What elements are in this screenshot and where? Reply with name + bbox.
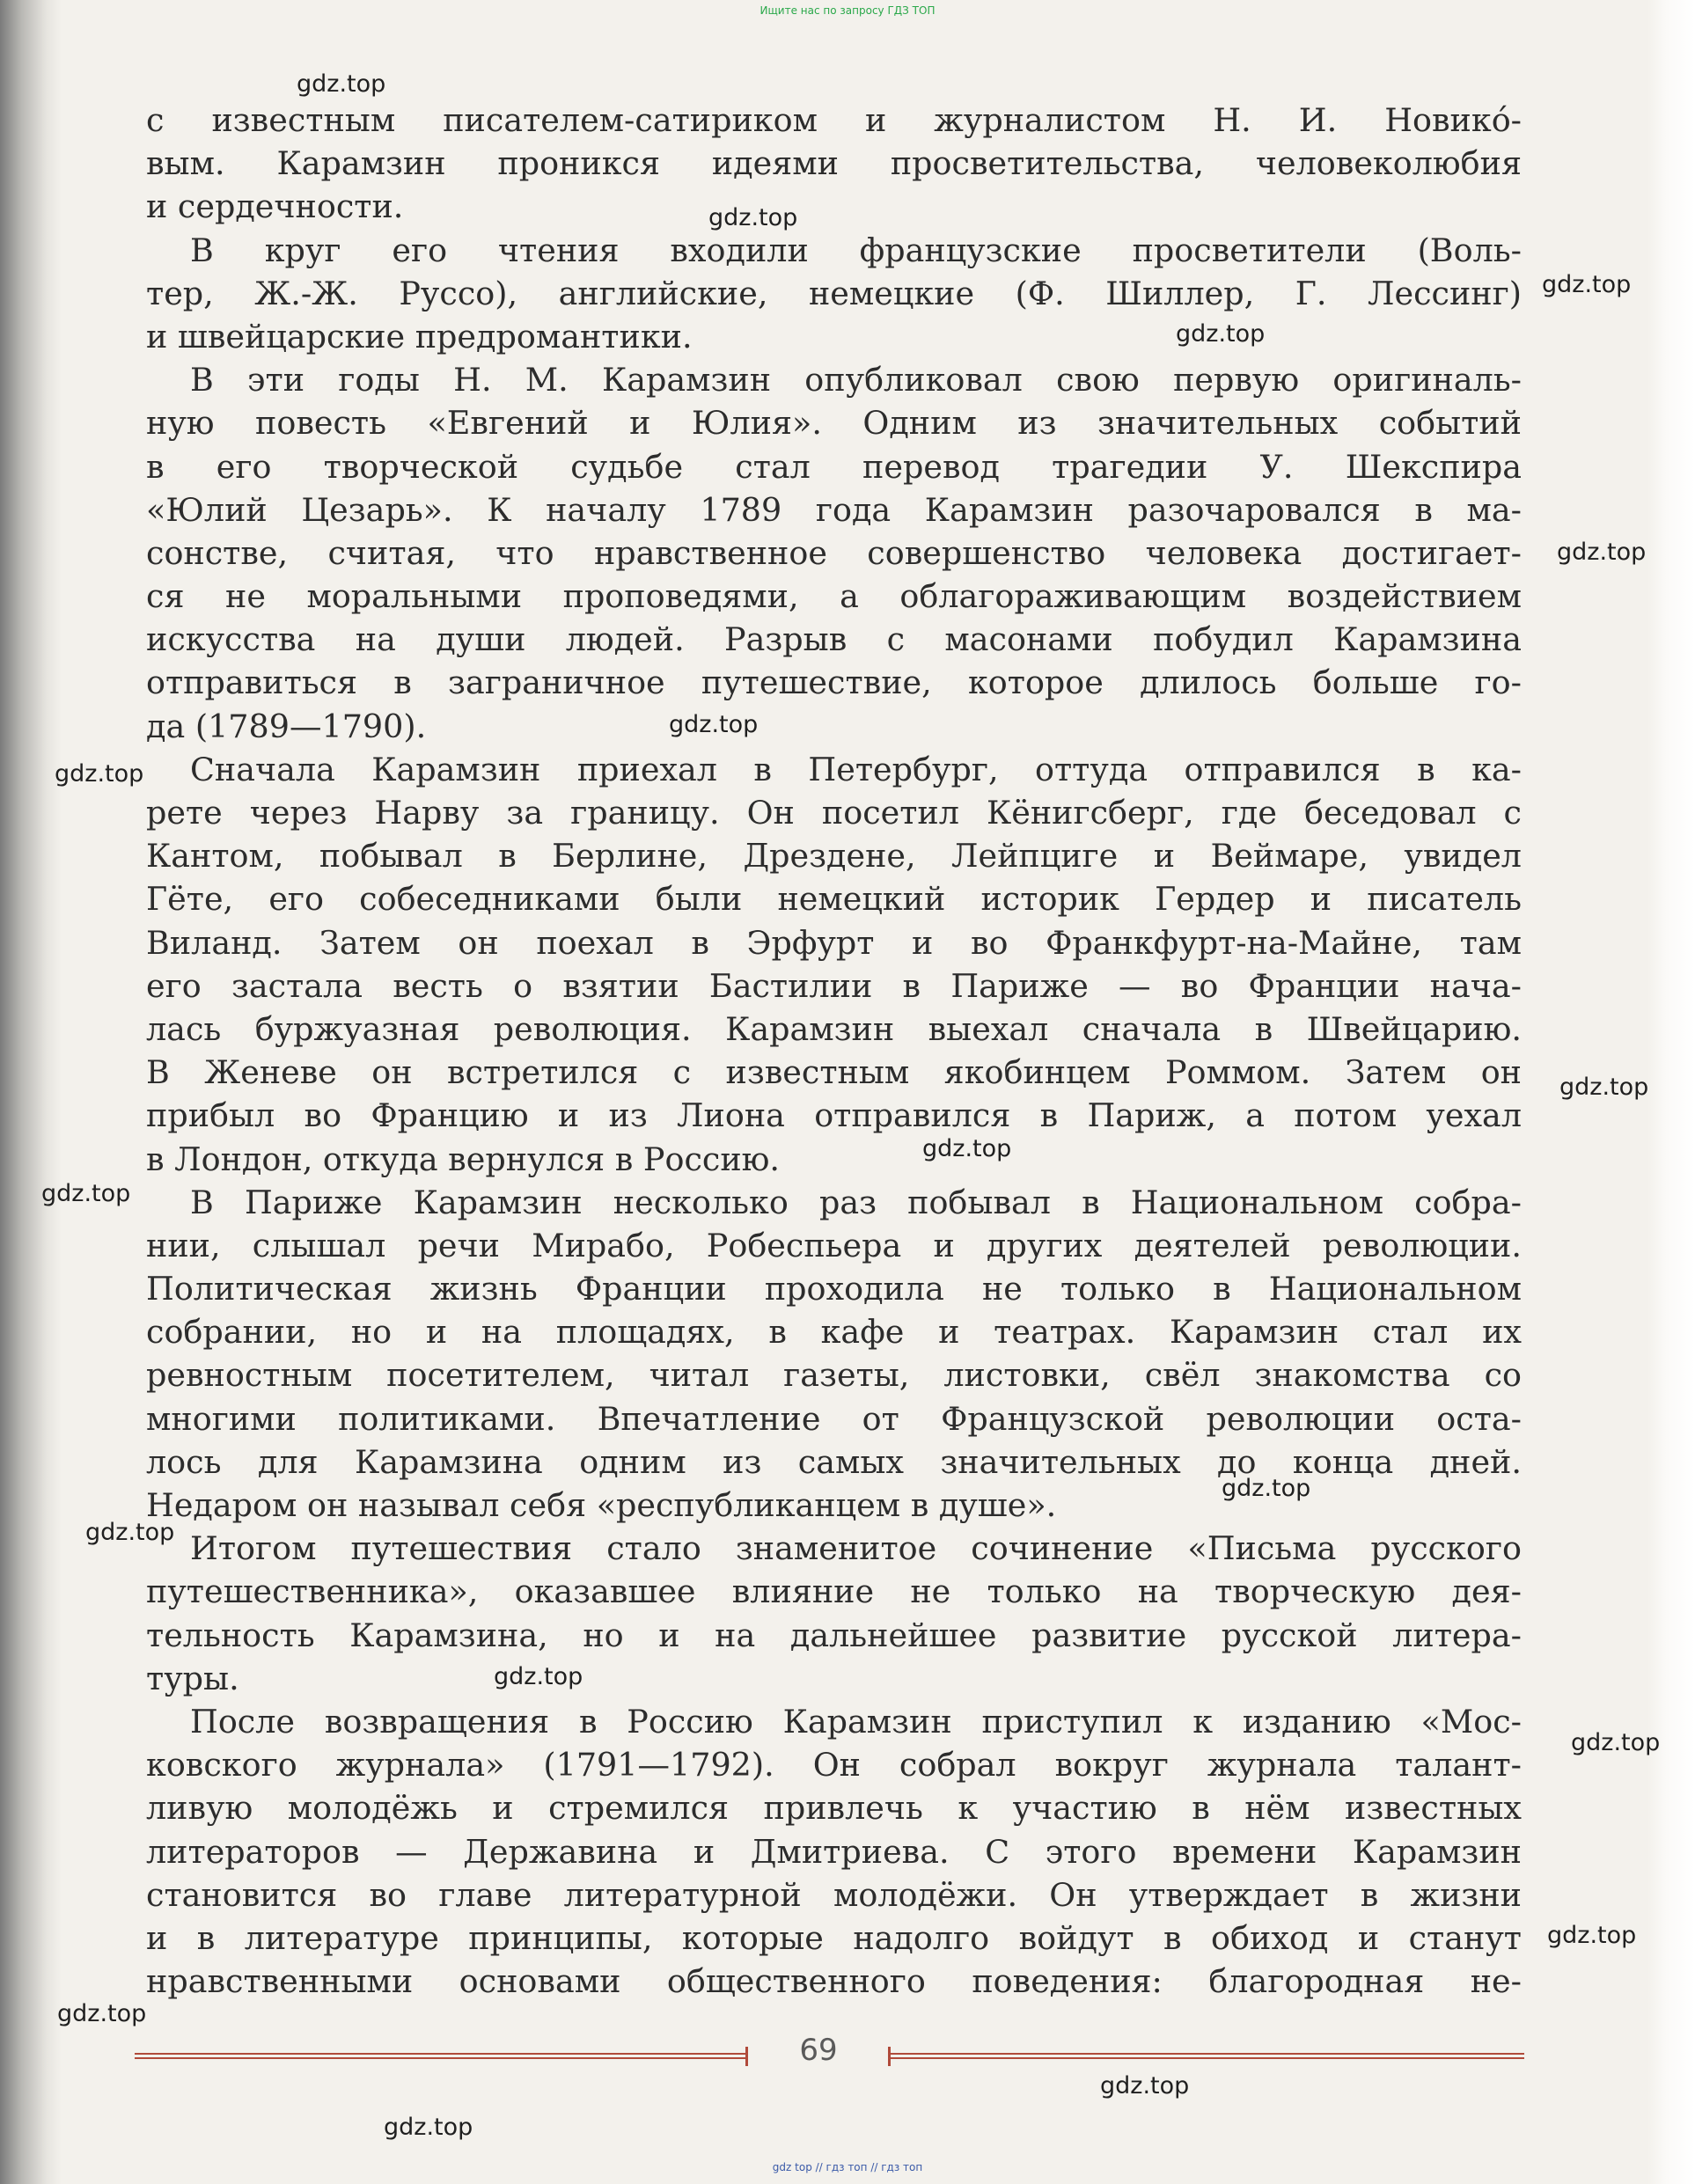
- text-line: его застала весть о взятии Бастилии в Париже — во Франции нача-: [146, 966, 1522, 1005]
- text-line: Кантом, побывал в Берлине, Дрездене, Лейпциге и Веймаре, увидел: [146, 837, 1522, 876]
- text-line: ся не моральными проповедями, а облагораживающим воздействием: [146, 577, 1522, 616]
- text-line: становится во главе литературной молодёжи. Он утверждает в жизни: [146, 1875, 1522, 1914]
- text-line: литераторов — Державина и Дмитриева. С этого времени Карамзин: [146, 1832, 1522, 1871]
- text-line: Сначала Карамзин приехал в Петербург, оттуда отправился в ка-: [190, 750, 1522, 788]
- text-line: В эти годы Н. М. Карамзин опубликовал свою первую оригиналь-: [190, 361, 1522, 399]
- text-line: отправиться в заграничное путешествие, которое длилось больше го-: [146, 663, 1522, 702]
- footer-rule-left: [135, 2053, 748, 2059]
- text-line: рете через Нарву за границу. Он посетил Кёнигсберг, где беседовал с: [146, 794, 1522, 832]
- watermark: gdz.top: [55, 760, 144, 788]
- text-line: вым. Карамзин проникся идеями просветительства, человеколюбия: [146, 144, 1522, 183]
- watermark: gdz.top: [1559, 1074, 1649, 1101]
- watermark: gdz.top: [708, 204, 798, 231]
- text-line: с известным писателем-сатириком и журналистом Н. И. Новикó-: [146, 101, 1522, 139]
- text-line: и сердечности.: [146, 187, 404, 226]
- watermark: gdz.top: [1542, 271, 1632, 298]
- text-line: собрании, но и на площадях, в кафе и театрах. Карамзин стал их: [146, 1313, 1522, 1352]
- text-line: туры.: [146, 1659, 239, 1697]
- text-line: в его творческой судьбе стал перевод трагедии У. Шекспира: [146, 447, 1522, 486]
- watermark: gdz.top: [1100, 2072, 1190, 2100]
- text-line: Итогом путешествия стало знаменитое сочинение «Письма русского: [190, 1529, 1522, 1568]
- text-line: лась буржуазная революция. Карамзин выехал сначала в Швейцарию.: [146, 1009, 1522, 1048]
- text-line: ливую молодёжь и стремился привлечь к участию в нём известных: [146, 1789, 1522, 1828]
- watermark: gdz.top: [1222, 1475, 1311, 1502]
- text-line: ревностным посетителем, читал газеты, листовки, свёл знакомства со: [146, 1356, 1522, 1395]
- text-line: в Лондон, откуда вернулся в Россию.: [146, 1140, 781, 1178]
- watermark: gdz.top: [922, 1135, 1012, 1162]
- paragraph: [146, 229, 1522, 359]
- text-line: и швейцарские предромантики.: [146, 317, 693, 355]
- text-line: путешественника», оказавшее влияние не только на творческую дея-: [146, 1572, 1522, 1611]
- text-line: и в литературе принципы, которые надолго войдут в обиход и станут: [146, 1918, 1522, 1957]
- page-number: 69: [799, 2033, 838, 2068]
- text-line: ную повесть «Евгений и Юлия». Одним из значительных событий: [146, 404, 1522, 443]
- watermark: gdz.top: [297, 70, 386, 98]
- text-line: тер, Ж.-Ж. Руссо), английские, немецкие (Ф. Шиллер, Г. Лессинг): [146, 274, 1522, 312]
- page-text: [146, 99, 1522, 2003]
- top-banner: Ищите нас по запросу ГДЗ ТОП: [759, 4, 936, 17]
- paragraph: [146, 358, 1522, 748]
- text-line: Гёте, его собеседниками были немецкий историк Гердер и писатель: [146, 880, 1522, 919]
- watermark: gdz.top: [1176, 320, 1266, 348]
- paragraph: [146, 748, 1522, 1181]
- text-line: нии, слышал речи Мирабо, Робеспьера и других деятелей революции.: [146, 1226, 1522, 1264]
- watermark: gdz.top: [1547, 1922, 1637, 1949]
- watermark: gdz.top: [494, 1663, 583, 1690]
- text-line: В Париже Карамзин несколько раз побывал в Национальном собра-: [190, 1183, 1522, 1221]
- footer-rule-cap: [745, 2047, 748, 2066]
- page-edge: [1647, 0, 1695, 2184]
- watermark: gdz.top: [41, 1180, 131, 1207]
- text-line: В Женеве он встретился с известным якобинцем Роммом. Затем он: [146, 1053, 1522, 1092]
- text-line: искусства на души людей. Разрыв с масонами побудил Карамзина: [146, 620, 1522, 659]
- paragraph: [146, 1181, 1522, 1528]
- text-line: да (1789—1790).: [146, 707, 427, 745]
- watermark: gdz.top: [384, 2114, 473, 2141]
- text-line: Политическая жизнь Франции проходила не только в Национальном: [146, 1270, 1522, 1308]
- paragraph: [146, 1527, 1522, 1700]
- text-line: сонстве, считая, что нравственное совершенство человека достигает-: [146, 533, 1522, 572]
- text-line: прибыл во Францию и из Лиона отправился в Париж, а потом уехал: [146, 1096, 1522, 1135]
- watermark: gdz.top: [1571, 1729, 1661, 1756]
- text-line: Недаром он называл себя «республиканцем в душе».: [146, 1486, 1057, 1524]
- spine-shadow: [0, 0, 62, 2184]
- watermark: gdz.top: [1557, 539, 1647, 566]
- text-line: В круг его чтения входили французские просветители (Воль-: [190, 231, 1522, 269]
- bottom-banner: gdz top // гдз топ // гдз топ: [772, 2161, 923, 2173]
- watermark: gdz.top: [57, 2000, 147, 2027]
- text-line: тельность Карамзина, но и на дальнейшее развитие русской литера-: [146, 1616, 1522, 1654]
- text-line: многими политиками. Впечатление от Французской революции оста-: [146, 1399, 1522, 1438]
- text-line: лось для Карамзина одним из самых значительных до конца дней.: [146, 1442, 1522, 1481]
- text-line: Виланд. Затем он поехал в Эрфурт и во Франкфурт-на-Майне, там: [146, 923, 1522, 962]
- text-line: После возвращения в Россию Карамзин приступил к изданию «Мос-: [190, 1702, 1522, 1741]
- watermark: gdz.top: [85, 1519, 175, 1546]
- watermark: gdz.top: [669, 711, 759, 738]
- paragraph: [146, 99, 1522, 229]
- text-line: «Юлий Цезарь». К началу 1789 года Карамзин разочаровался в ма-: [146, 490, 1522, 529]
- text-line: ковского журнала» (1791—1792). Он собрал вокруг журнала талант-: [146, 1746, 1522, 1785]
- text-line: нравственными основами общественного поведения: благородная не-: [146, 1962, 1522, 2001]
- footer-rule-right: [891, 2053, 1524, 2059]
- paragraph: [146, 1700, 1522, 2003]
